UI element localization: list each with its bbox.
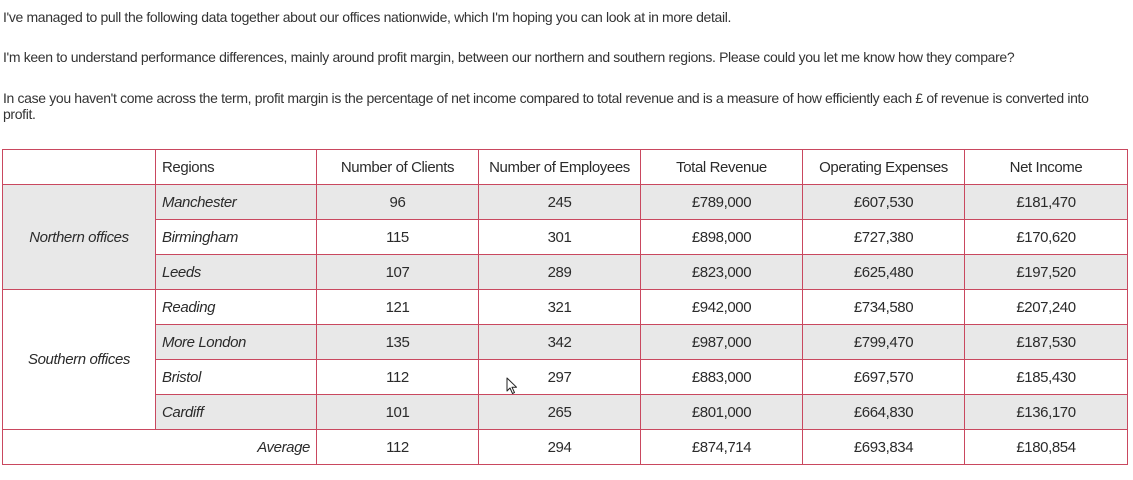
cell-employees: 321 (479, 290, 641, 325)
average-net-income: £180,854 (965, 430, 1128, 465)
cell-employees: 265 (479, 395, 641, 430)
cell-expenses: £799,470 (803, 325, 965, 360)
cell-city: Reading (156, 290, 317, 325)
cell-clients: 115 (317, 220, 479, 255)
intro-paragraph-1: I've managed to pull the following data together about our offices nationwide, which I'm hoping you can look at in more detail. (3, 9, 732, 25)
table-header-row (3, 150, 1128, 185)
header-regions: Regions (156, 150, 317, 185)
cell-city: More London (156, 325, 317, 360)
header-net-income: Net Income (965, 150, 1128, 185)
cell-revenue: £942,000 (641, 290, 803, 325)
group-label-north: Northern offices (3, 185, 156, 290)
cell-revenue: £987,000 (641, 325, 803, 360)
header-revenue: Total Revenue (641, 150, 803, 185)
cell-net-income: £197,520 (965, 255, 1128, 290)
cell-clients: 135 (317, 325, 479, 360)
table-row (3, 185, 1128, 220)
cell-clients: 107 (317, 255, 479, 290)
header-employees: Number of Employees (479, 150, 641, 185)
cell-net-income: £170,620 (965, 220, 1128, 255)
cell-revenue: £823,000 (641, 255, 803, 290)
table-row (3, 255, 1128, 290)
average-revenue: £874,714 (641, 430, 803, 465)
average-clients: 112 (317, 430, 479, 465)
cell-city: Birmingham (156, 220, 317, 255)
header-expenses: Operating Expenses (803, 150, 965, 185)
average-label: Average (3, 430, 317, 465)
cell-expenses: £697,570 (803, 360, 965, 395)
table-row (3, 395, 1128, 430)
cell-revenue: £789,000 (641, 185, 803, 220)
cell-expenses: £664,830 (803, 395, 965, 430)
cell-net-income: £187,530 (965, 325, 1128, 360)
cell-expenses: £607,530 (803, 185, 965, 220)
mouse-pointer-icon (506, 377, 518, 395)
cell-employees: 245 (479, 185, 641, 220)
cell-clients: 101 (317, 395, 479, 430)
cell-clients: 121 (317, 290, 479, 325)
average-row (3, 430, 1128, 465)
header-empty (3, 150, 156, 185)
cell-employees: 297 (479, 360, 641, 395)
intro-paragraph-3: In case you haven't come across the term, profit margin is the percentage of net income compared to total revenue and is a measure of how efficiently each £ of revenue is converted into profit. (3, 90, 1089, 122)
table-row (3, 360, 1128, 395)
average-expenses: £693,834 (803, 430, 965, 465)
cell-expenses: £727,380 (803, 220, 965, 255)
cell-net-income: £185,430 (965, 360, 1128, 395)
cell-net-income: £181,470 (965, 185, 1128, 220)
cell-employees: 289 (479, 255, 641, 290)
group-label-south: Southern offices (3, 290, 156, 430)
cell-net-income: £207,240 (965, 290, 1128, 325)
cell-clients: 96 (317, 185, 479, 220)
average-employees: 294 (479, 430, 641, 465)
table-row (3, 290, 1128, 325)
cell-employees: 342 (479, 325, 641, 360)
cell-net-income: £136,170 (965, 395, 1128, 430)
cell-expenses: £625,480 (803, 255, 965, 290)
table-row (3, 325, 1128, 360)
cell-employees: 301 (479, 220, 641, 255)
cell-clients: 112 (317, 360, 479, 395)
cell-revenue: £883,000 (641, 360, 803, 395)
cell-city: Cardiff (156, 395, 317, 430)
table-row (3, 220, 1128, 255)
cell-expenses: £734,580 (803, 290, 965, 325)
cell-revenue: £898,000 (641, 220, 803, 255)
cell-city: Leeds (156, 255, 317, 290)
cell-city: Manchester (156, 185, 317, 220)
header-clients: Number of Clients (317, 150, 479, 185)
intro-paragraph-2: I'm keen to understand performance differences, mainly around profit margin, between our northern and southern regions. Please could you let me know how they compare? (3, 49, 1015, 65)
cell-city: Bristol (156, 360, 317, 395)
offices-table (2, 149, 1128, 465)
cell-revenue: £801,000 (641, 395, 803, 430)
